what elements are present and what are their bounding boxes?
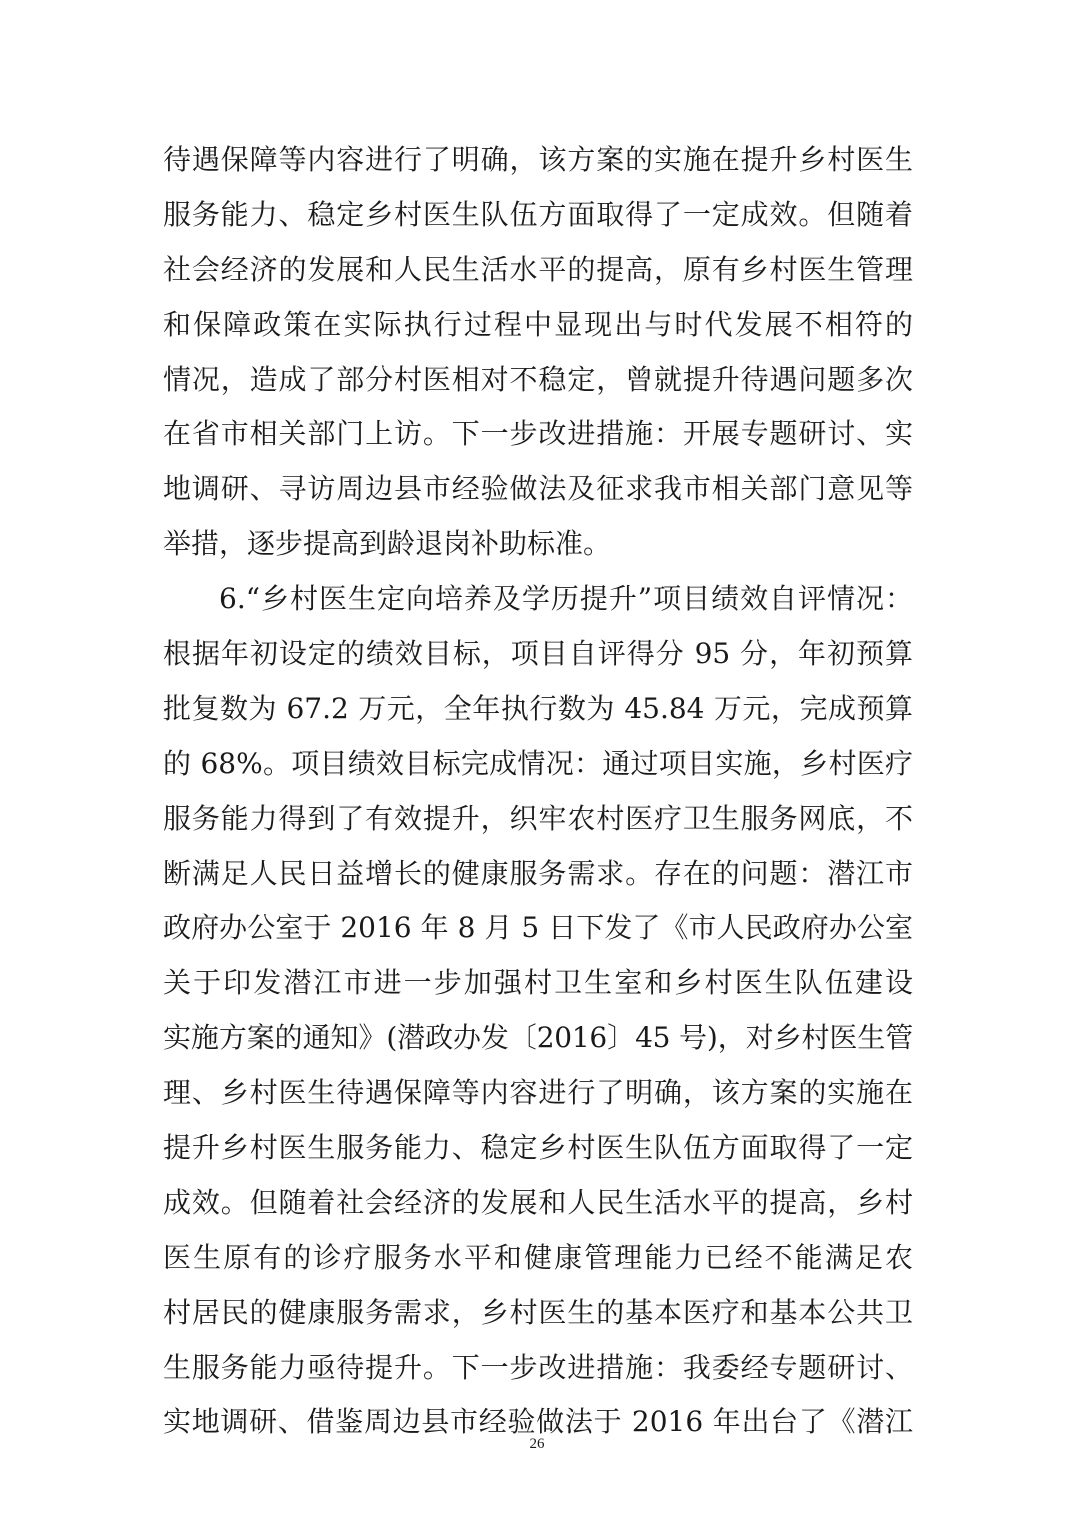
text-line: 根据年初设定的绩效目标，项目自评得分 95 分，年初预算 xyxy=(163,637,913,671)
text-line: 的 68%。项目绩效目标完成情况：通过项目实施，乡村医疗 xyxy=(163,746,913,780)
text-line: 实施方案的通知》(潜政办发〔2016〕45 号)，对乡村医生管 xyxy=(163,1021,913,1055)
text-line: 在省市相关部门上访。下一步改进措施：开展专题研讨、实 xyxy=(163,417,913,451)
text-line: 和保障政策在实际执行过程中显现出与时代发展不相符的 xyxy=(163,307,913,341)
paragraph-1 xyxy=(163,133,913,572)
text-line: 村居民的健康服务需求，乡村医生的基本医疗和基本公共卫 xyxy=(163,1295,913,1329)
text-line: 生服务能力亟待提升。下一步改进措施：我委经专题研讨、 xyxy=(163,1350,913,1384)
text-line: 实地调研、借鉴周边县市经验做法于 2016 年出台了《潜江 xyxy=(163,1405,913,1439)
text-line: 关于印发潜江市进一步加强村卫生室和乡村医生队伍建设 xyxy=(163,966,913,1000)
text-line: 地调研、寻访周边县市经验做法及征求我市相关部门意见等 xyxy=(163,472,913,506)
text-line: 待遇保障等内容进行了明确，该方案的实施在提升乡村医生 xyxy=(163,143,913,176)
text-line: 服务能力、稳定乡村医生队伍方面取得了一定成效。但随着 xyxy=(163,197,913,231)
text-line: 提升乡村医生服务能力、稳定乡村医生队伍方面取得了一定 xyxy=(163,1131,913,1165)
text-line: 举措，逐步提高到龄退岗补助标准。 xyxy=(163,527,612,561)
text-line: 成效。但随着社会经济的发展和人民生活水平的提高，乡村 xyxy=(163,1185,913,1219)
text-line: 医生原有的诊疗服务水平和健康管理能力已经不能满足农 xyxy=(163,1240,913,1274)
text-line: 社会经济的发展和人民生活水平的提高，原有乡村医生管理 xyxy=(163,252,913,286)
page-number: 26 xyxy=(529,1436,545,1452)
text-line: 理、乡村医生待遇保障等内容进行了明确，该方案的实施在 xyxy=(163,1076,913,1110)
text-line: 情况，造成了部分村医相对不稳定，曾就提升待遇问题多次 xyxy=(163,362,913,396)
text-line: 政府办公室于 2016 年 8 月 5 日下发了《市人民政府办公室 xyxy=(163,911,913,945)
text-line: 断满足人民日益增长的健康服务需求。存在的问题：潜江市 xyxy=(163,856,913,890)
paragraph-2 xyxy=(163,572,913,1450)
text-line: 批复数为 67.2 万元，全年执行数为 45.84 万元，完成预算 xyxy=(163,691,913,725)
body-text xyxy=(163,133,913,1450)
text-line: 服务能力得到了有效提升，织牢农村医疗卫生服务网底，不 xyxy=(163,801,913,835)
text-line: 6.“乡村医生定向培养及学历提升”项目绩效自评情况： xyxy=(219,582,913,616)
